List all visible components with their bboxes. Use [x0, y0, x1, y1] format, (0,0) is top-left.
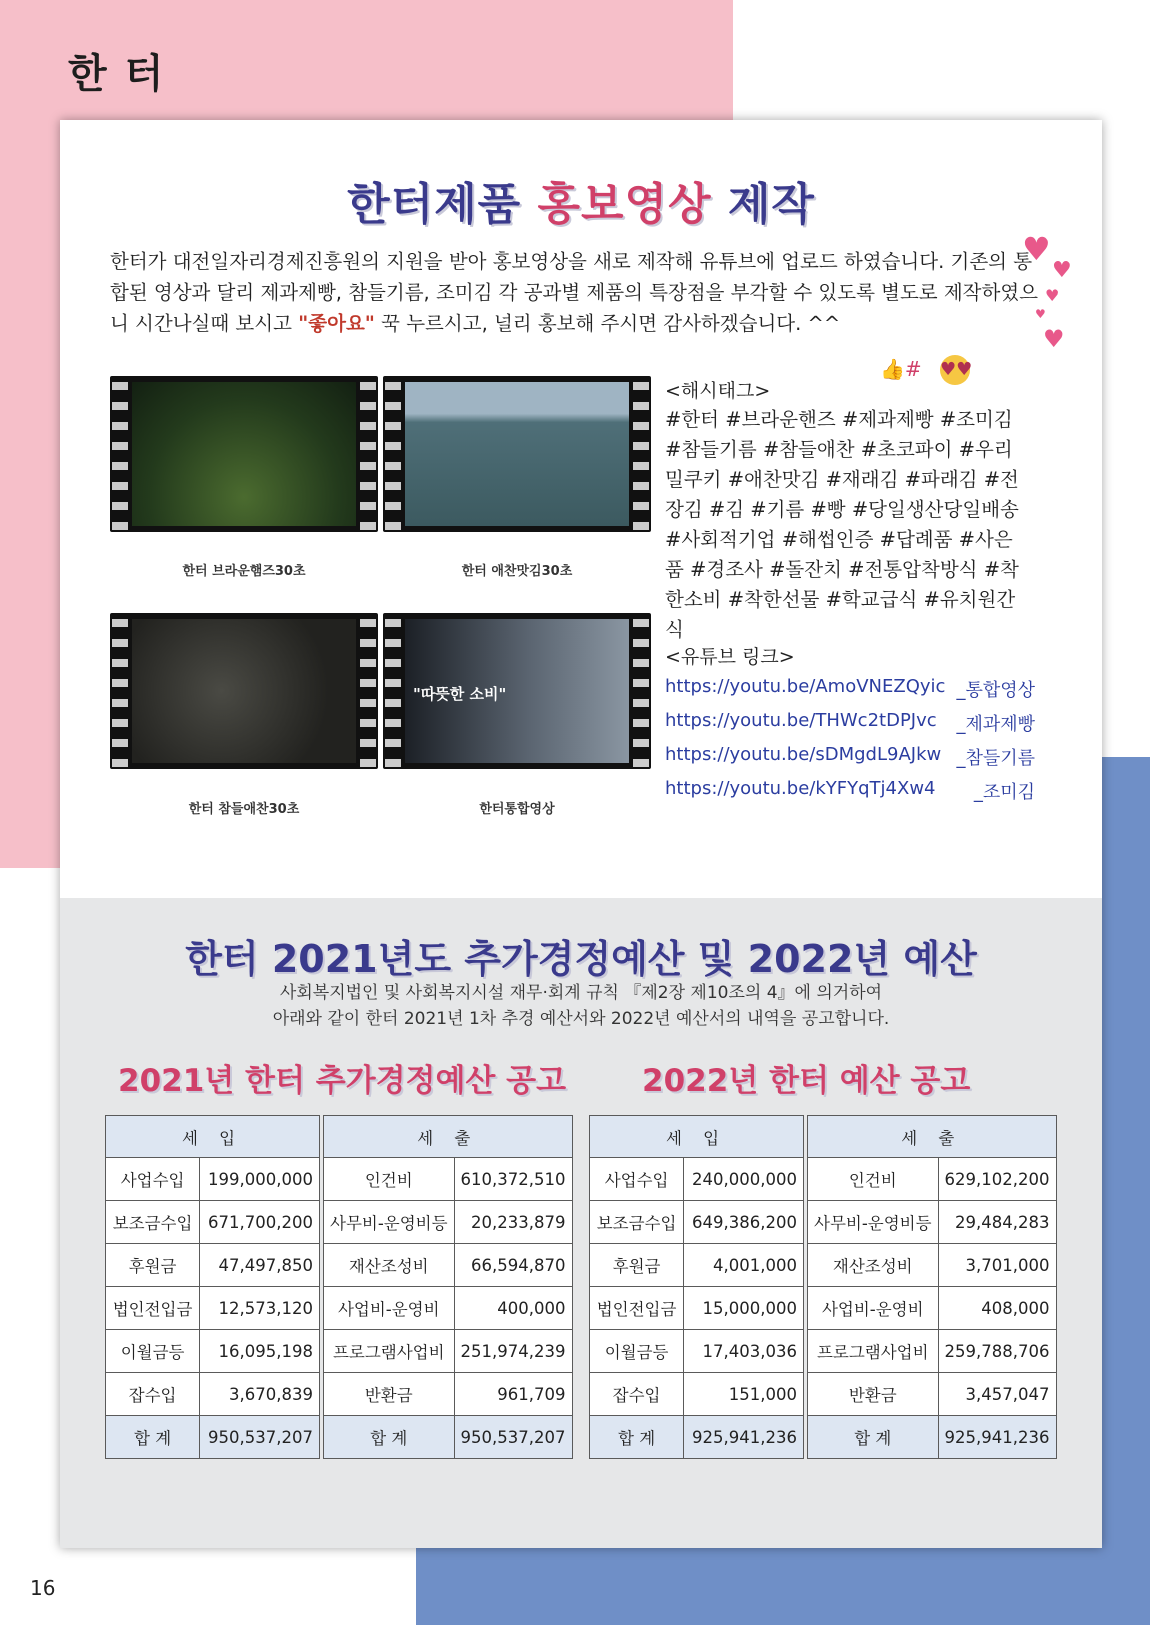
income-table-2021	[105, 1115, 320, 1459]
video-label: 한터통합영상	[479, 802, 555, 817]
table-row: 반환금 961,709	[324, 1373, 573, 1416]
promo-section	[60, 120, 1102, 898]
income-header: 세 입	[106, 1116, 320, 1158]
table-row: 인건비 629,102,200	[808, 1158, 1057, 1201]
film-strip-icon	[112, 376, 128, 532]
video-thumbnail-integrated[interactable]	[383, 613, 651, 769]
table-row: 사무비-운영비등 29,484,283	[808, 1201, 1057, 1244]
heart-icon: ♥	[1043, 325, 1065, 353]
youtube-link-row[interactable]	[665, 676, 1035, 701]
film-strip-icon	[385, 376, 401, 532]
table-row: 사업수입 199,000,000	[106, 1158, 320, 1201]
video-thumbnail-aechan-gim[interactable]	[383, 376, 651, 532]
video-thumbnail-chamdeul[interactable]	[110, 613, 378, 769]
expense-table-2022	[807, 1115, 1057, 1459]
youtube-link-row[interactable]	[665, 710, 1035, 735]
total-row: 합 계 950,537,207	[106, 1416, 320, 1459]
table-row: 잡수입 3,670,839	[106, 1373, 320, 1416]
table-row: 법인전입금 12,573,120	[106, 1287, 320, 1330]
table-row: 후원금 4,001,000	[590, 1244, 804, 1287]
heart-eyes-emoji-icon: ♥♥	[940, 355, 970, 385]
video-label: 한터 애찬맛김30초	[461, 564, 573, 579]
table-row: 보조금수입 649,386,200	[590, 1201, 804, 1244]
table-row: 사무비-운영비등 20,233,879	[324, 1201, 573, 1244]
brand-title: 한 터	[68, 51, 166, 97]
expense-header: 세 출	[808, 1116, 1057, 1158]
film-strip-icon	[360, 376, 376, 532]
heart-icon: ♥	[1022, 230, 1051, 268]
income-table-2022	[589, 1115, 804, 1459]
table-row: 이월금등 16,095,198	[106, 1330, 320, 1373]
heart-icon: ♥	[1045, 286, 1060, 305]
youtube-url[interactable]: https://youtu.be/sDMgdL9AJkw	[665, 744, 942, 765]
video-thumbnail-brownhands[interactable]	[110, 376, 378, 532]
video-label: 한터 브라운햄즈30초	[182, 564, 306, 579]
promo-title: 한터제품 홍보영상 제작	[347, 179, 815, 230]
expense-table-2021	[323, 1115, 573, 1459]
table-row: 잡수입 151,000	[590, 1373, 804, 1416]
table-row: 후원금 47,497,850	[106, 1244, 320, 1287]
page-number: 16	[30, 1576, 56, 1600]
youtube-url[interactable]: https://youtu.be/kYFYqTj4Xw4	[665, 778, 936, 799]
heart-icon: ♥	[1035, 307, 1046, 321]
film-strip-icon	[112, 613, 128, 769]
table-row: 인건비 610,372,510	[324, 1158, 573, 1201]
budget-2021-title: 2021년 한터 추가경정예산 공고	[118, 1063, 567, 1099]
table-row: 사업비-운영비 408,000	[808, 1287, 1057, 1330]
youtube-link-row[interactable]	[665, 778, 1035, 803]
video-label: 한터 참들애찬30초	[188, 802, 300, 817]
table-row: 반환금 3,457,047	[808, 1373, 1057, 1416]
film-strip-icon	[633, 376, 649, 532]
total-row: 합 계 925,941,236	[808, 1416, 1057, 1459]
table-row: 프로그램사업비 251,974,239	[324, 1330, 573, 1373]
income-header: 세 입	[590, 1116, 804, 1158]
table-row: 사업수입 240,000,000	[590, 1158, 804, 1201]
expense-header: 세 출	[324, 1116, 573, 1158]
table-row: 보조금수입 671,700,200	[106, 1201, 320, 1244]
video-caption: "따뜻한 소비"	[413, 685, 507, 703]
youtube-url[interactable]: https://youtu.be/THWc2tDPJvc	[665, 710, 937, 731]
youtube-url[interactable]: https://youtu.be/AmoVNEZQyic	[665, 676, 946, 697]
film-strip-icon	[385, 613, 401, 769]
promo-intro: 한터가 대전일자리경제진흥원의 지원을 받아 홍보영상을 새로 제작해 유튜브에 업로드 하였습니다. 기존의 통합된 영상과 달리 제과제빵, 참들기름, 조미김 각 공과별 제품의 특장점을 부각할 수 있도록 별도로 제작하였으니 시간나실때 보시고 "좋아요" 꾹 누르시고, 널리 홍보해 주시면 감사하겠습니다. ^^	[110, 250, 1039, 335]
budget-title: 한터 2021년도 추가경정예산 및 2022년 예산	[185, 937, 977, 981]
thumbs-up-hashtag-icon: 👍#	[880, 357, 922, 381]
heart-icon: ♥	[1052, 258, 1072, 283]
youtube-link-label: _조미김	[973, 782, 1035, 803]
table-row: 사업비-운영비 400,000	[324, 1287, 573, 1330]
budget-2022-title: 2022년 한터 예산 공고	[642, 1063, 971, 1099]
total-row: 합 계 925,941,236	[590, 1416, 804, 1459]
hashtag-list: #한터 #브라운핸즈 #제과제빵 #조미김 #참들기름 #참들애찬 #초코파이 #우리밀쿠키 #애찬맛김 #재래김 #파래김 #전장김 #김 #기름 #빵 #당일생산당일배송 #사회적기업 #해썹인증 #답례품 #사은품 #경조사 #돌잔치 #전통압착방식 #착한소비 #착한선물 #학교급식 #유치원간식	[665, 408, 1019, 641]
table-row: 법인전입금 15,000,000	[590, 1287, 804, 1330]
hashtag-heading: <해시태그>	[665, 380, 771, 402]
budget-subtitle: 사회복지법인 및 사회복지시설 재무·회계 규칙 『제2장 제10조의 4』에 의거하여 아래와 같이 한터 2021년 1차 추경 예산서와 2022년 예산서의 내역을 공고합니다.	[272, 983, 890, 1029]
total-row: 합 계 950,537,207	[324, 1416, 573, 1459]
table-row: 이월금등 17,403,036	[590, 1330, 804, 1373]
film-strip-icon	[360, 613, 376, 769]
film-strip-icon	[633, 613, 649, 769]
youtube-heading: <유튜브 링크>	[665, 646, 795, 668]
youtube-link-row[interactable]	[665, 744, 1035, 769]
youtube-link-label: _제과제빵	[956, 714, 1035, 735]
table-row: 재산조성비 3,701,000	[808, 1244, 1057, 1287]
youtube-link-label: _참들기름	[956, 748, 1035, 769]
table-row: 재산조성비 66,594,870	[324, 1244, 573, 1287]
table-row: 프로그램사업비 259,788,706	[808, 1330, 1057, 1373]
content-card	[60, 120, 1102, 1548]
youtube-link-label: _통합영상	[956, 680, 1035, 701]
